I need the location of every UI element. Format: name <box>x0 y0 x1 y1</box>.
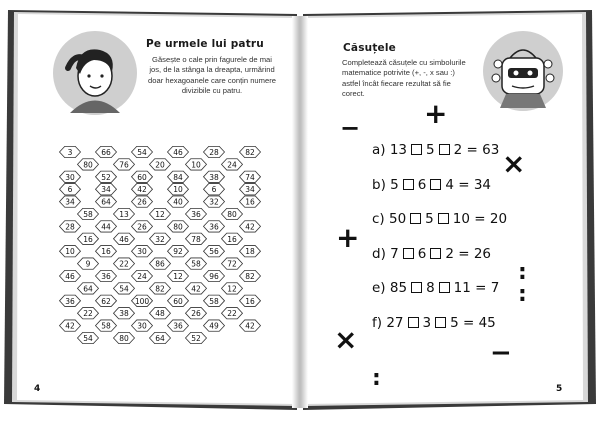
equation-result: 45 <box>478 314 496 331</box>
left-page-number: 4 <box>34 384 41 394</box>
honeycomb-cell <box>132 295 153 306</box>
honeycomb-number: 58 <box>191 259 201 269</box>
honeycomb-number: 46 <box>173 148 183 157</box>
honeycomb-cell <box>240 196 261 207</box>
honeycomb-cell <box>186 159 207 170</box>
girl-thinking-illustration <box>50 28 140 118</box>
honeycomb-cell <box>168 146 189 157</box>
honeycomb-cell <box>168 221 189 232</box>
honeycomb-cell <box>222 258 243 269</box>
honeycomb-number: 10 <box>173 185 183 195</box>
honeycomb-cell <box>204 196 225 207</box>
honeycomb-number: 58 <box>83 210 93 219</box>
honeycomb-cell <box>60 184 81 195</box>
honeycomb-number: 58 <box>209 296 219 306</box>
honeycomb-cell <box>114 283 135 294</box>
honeycomb-number: 36 <box>173 321 183 331</box>
honeycomb-cell <box>240 320 261 331</box>
honeycomb-number: 26 <box>137 222 147 232</box>
honeycomb-cell <box>114 233 135 244</box>
equation-label: e) <box>372 280 390 296</box>
honeycomb-number: 92 <box>173 247 183 257</box>
operand: 5 <box>450 314 459 331</box>
divide-symbol-icon: : <box>372 366 381 391</box>
honeycomb-number: 74 <box>245 172 255 182</box>
equation-label: b) <box>372 176 391 193</box>
honeycomb-cell <box>132 196 153 207</box>
honeycomb-cell <box>96 246 117 257</box>
honeycomb-number: 52 <box>191 334 201 343</box>
equation-label: c) <box>372 211 389 227</box>
honeycomb-cell <box>150 159 171 170</box>
operand: 6 <box>417 176 427 193</box>
honeycomb-cell <box>60 221 81 232</box>
honeycomb-cell <box>168 196 189 207</box>
honeycomb-number: 64 <box>155 334 165 343</box>
honeycomb-number: 54 <box>83 334 93 343</box>
honeycomb-cell <box>204 246 225 257</box>
honeycomb-cell <box>186 208 207 219</box>
honeycomb-cell <box>240 171 261 182</box>
honeycomb-number: 42 <box>137 185 147 195</box>
honeycomb-cell <box>186 308 207 319</box>
honeycomb-number: 32 <box>155 234 165 244</box>
honeycomb-number: 12 <box>227 284 237 294</box>
honeycomb-cell <box>150 258 171 269</box>
answer-box[interactable] <box>410 213 421 224</box>
honeycomb-number: 42 <box>65 321 75 331</box>
operand: 2 <box>453 142 463 158</box>
equation-label: d) <box>372 245 391 262</box>
honeycomb-number: 24 <box>227 160 237 170</box>
honeycomb-cell <box>150 332 171 343</box>
honeycomb-cell <box>60 246 81 257</box>
honeycomb-number: 16 <box>101 247 111 257</box>
left-page-title: Pe urmele lui patru <box>146 38 264 50</box>
right-page-number: 5 <box>556 384 563 394</box>
honeycomb-number: 84 <box>173 172 183 182</box>
equation-result: 34 <box>473 176 492 193</box>
left-page-instructions: Găsește o cale prin fagurele de mai jos, de la stânga la dreapta, urmărind doar hexagoanele care conțin numere divizibile cu patru. <box>148 55 276 96</box>
operand: 5 <box>426 142 435 158</box>
honeycomb-number: 62 <box>101 296 111 306</box>
honeycomb-cell <box>186 233 207 244</box>
honeycomb-cell <box>132 184 153 195</box>
honeycomb-number: 28 <box>65 222 75 232</box>
honeycomb-cell <box>78 258 99 269</box>
honeycomb-cell <box>78 159 99 170</box>
honeycomb-number: 66 <box>101 148 111 157</box>
honeycomb-number: 36 <box>65 296 75 306</box>
honeycomb-number: 16 <box>245 197 255 207</box>
honeycomb-cell <box>168 246 189 257</box>
right-page-title: Căsuțele <box>343 42 396 54</box>
honeycomb-number: 64 <box>101 197 111 207</box>
operand: 85 <box>389 280 408 296</box>
honeycomb-cell <box>240 221 261 232</box>
honeycomb-cell <box>132 146 153 157</box>
honeycomb-cell <box>114 258 135 269</box>
honeycomb-number: 82 <box>245 272 255 281</box>
honeycomb-number: 26 <box>137 197 147 207</box>
answer-box[interactable] <box>439 144 450 155</box>
honeycomb-cell <box>96 196 117 207</box>
honeycomb-cell <box>204 320 225 331</box>
honeycomb-cell <box>222 283 243 294</box>
honeycomb-number: 16 <box>245 296 255 306</box>
honeycomb-number: 38 <box>119 309 129 319</box>
operand: 27 <box>386 314 404 331</box>
honeycomb-cell <box>96 221 117 232</box>
honeycomb-grid <box>58 140 278 350</box>
honeycomb-number: 40 <box>173 197 183 207</box>
honeycomb-cell <box>96 270 117 281</box>
honeycomb-number: 30 <box>137 321 147 331</box>
honeycomb-number: 30 <box>137 247 147 257</box>
answer-box[interactable] <box>403 248 414 259</box>
honeycomb-number: 48 <box>155 309 165 319</box>
honeycomb-cell <box>114 308 135 319</box>
honeycomb-number: 49 <box>209 321 219 331</box>
honeycomb-cell <box>150 308 171 319</box>
answer-box[interactable] <box>411 282 422 293</box>
answer-box[interactable] <box>439 282 450 293</box>
honeycomb-cell <box>186 283 207 294</box>
honeycomb-number: 42 <box>191 284 201 294</box>
honeycomb-cell <box>222 208 243 219</box>
honeycomb-number: 54 <box>137 148 147 157</box>
honeycomb-cell <box>78 233 99 244</box>
honeycomb-cell <box>150 208 171 219</box>
honeycomb-number: 38 <box>209 172 219 182</box>
honeycomb-number: 96 <box>209 272 219 281</box>
answer-box[interactable] <box>411 144 422 155</box>
honeycomb-number: 80 <box>227 210 237 219</box>
honeycomb-number: 10 <box>65 247 75 257</box>
robot-illustration <box>480 28 566 114</box>
honeycomb-cell <box>186 258 207 269</box>
operand: 5 <box>390 176 399 193</box>
honeycomb-cell <box>240 246 261 257</box>
equals-sign: = <box>470 280 491 296</box>
honeycomb-number: 52 <box>101 172 111 182</box>
honeycomb-cell <box>168 171 189 182</box>
honeycomb-cell <box>96 184 117 195</box>
honeycomb-number: 22 <box>119 259 129 269</box>
honeycomb-cell <box>204 295 225 306</box>
minus-symbol-icon: − <box>490 338 512 368</box>
answer-box[interactable] <box>430 179 441 190</box>
honeycomb-cell <box>204 171 225 182</box>
equation-row <box>372 177 491 193</box>
honeycomb-number: 76 <box>119 160 129 170</box>
honeycomb-cell <box>150 283 171 294</box>
honeycomb-number: 82 <box>155 284 165 294</box>
honeycomb-number: 26 <box>191 309 201 319</box>
honeycomb-cell <box>186 332 207 343</box>
honeycomb-number: 12 <box>173 272 183 281</box>
honeycomb-number: 46 <box>65 272 75 281</box>
honeycomb-number: 30 <box>65 172 75 182</box>
honeycomb-number: 13 <box>119 210 129 219</box>
equation-result: 26 <box>473 245 492 262</box>
equation-row <box>372 315 496 331</box>
honeycomb-number: 42 <box>245 321 255 331</box>
honeycomb-cell <box>132 270 153 281</box>
honeycomb-number: 18 <box>245 247 255 257</box>
honeycomb-number: 6 <box>67 185 73 195</box>
honeycomb-number: 6 <box>211 185 217 195</box>
honeycomb-cell <box>222 233 243 244</box>
operand: 5 <box>425 211 434 227</box>
operand: 7 <box>390 245 399 262</box>
times-symbol-icon: × <box>502 147 526 180</box>
honeycomb-cell <box>78 308 99 319</box>
honeycomb-number: 16 <box>83 234 93 244</box>
honeycomb-number: 60 <box>137 172 147 182</box>
honeycomb-cell <box>132 246 153 257</box>
honeycomb-number: 36 <box>101 272 111 281</box>
honeycomb-cell <box>78 283 99 294</box>
equation-result: 20 <box>489 211 508 227</box>
honeycomb-cell <box>168 270 189 281</box>
honeycomb-cell <box>150 233 171 244</box>
honeycomb-number: 56 <box>209 247 219 257</box>
honeycomb-cell <box>96 171 117 182</box>
honeycomb-number: 22 <box>227 309 237 319</box>
honeycomb-number: 34 <box>65 197 75 207</box>
honeycomb-cell <box>222 308 243 319</box>
equation-result: 7 <box>490 280 500 296</box>
honeycomb-number: 80 <box>119 334 129 343</box>
plus-symbol-icon: + <box>336 221 360 254</box>
honeycomb-number: 20 <box>155 160 165 170</box>
honeycomb-number: 36 <box>209 222 219 232</box>
honeycomb-number: 80 <box>173 222 183 232</box>
operand: 6 <box>417 245 427 262</box>
honeycomb-number: 16 <box>227 234 237 244</box>
equals-sign: = <box>462 142 483 158</box>
equation-label: a) <box>372 142 390 158</box>
operand: 11 <box>453 280 471 296</box>
honeycomb-cell <box>60 295 81 306</box>
honeycomb-number: 22 <box>83 309 93 319</box>
divide-symbol-icon: : <box>518 260 527 285</box>
honeycomb-number: 100 <box>134 296 150 306</box>
equation-label: f) <box>372 314 387 331</box>
honeycomb-number: 72 <box>227 259 237 269</box>
honeycomb-number: 46 <box>119 234 129 244</box>
honeycomb-cell <box>60 146 81 157</box>
honeycomb-number: 44 <box>101 222 111 232</box>
honeycomb-cell <box>96 295 117 306</box>
operand: 50 <box>388 211 407 227</box>
operand: 4 <box>445 176 454 193</box>
times-symbol-icon: × <box>334 323 358 356</box>
honeycomb-cell <box>168 320 189 331</box>
honeycomb-cell <box>204 221 225 232</box>
honeycomb-number: 78 <box>191 234 201 244</box>
honeycomb-number: 60 <box>173 296 183 306</box>
honeycomb-number: 3 <box>67 148 73 157</box>
operand: 13 <box>389 142 408 158</box>
plus-symbol-icon: + <box>424 97 448 130</box>
equation-row <box>372 211 507 227</box>
operand: 8 <box>426 280 435 296</box>
equation-result: 63 <box>482 142 500 158</box>
honeycomb-cell <box>204 146 225 157</box>
honeycomb-number: 54 <box>119 284 129 294</box>
equation-row <box>372 246 491 262</box>
honeycomb-cell <box>60 196 81 207</box>
honeycomb-cell <box>78 208 99 219</box>
equals-sign: = <box>453 176 474 193</box>
honeycomb-number: 82 <box>245 148 255 157</box>
honeycomb-number: 86 <box>155 259 165 269</box>
honeycomb-number: 24 <box>137 272 147 281</box>
honeycomb-number: 58 <box>101 321 111 331</box>
honeycomb-cell <box>240 184 261 195</box>
honeycomb-cell <box>60 320 81 331</box>
equals-sign: = <box>458 314 479 331</box>
operand: 3 <box>422 314 432 331</box>
honeycomb-cell <box>204 270 225 281</box>
honeycomb-number: 36 <box>191 210 201 219</box>
honeycomb-number: 64 <box>83 284 93 294</box>
honeycomb-number: 42 <box>245 222 255 232</box>
divide-symbol-icon: : <box>518 282 527 307</box>
honeycomb-number: 9 <box>85 259 91 269</box>
honeycomb-cell <box>60 270 81 281</box>
honeycomb-number: 12 <box>155 210 165 219</box>
honeycomb-number: 32 <box>209 197 219 207</box>
honeycomb-number: 28 <box>209 148 219 157</box>
honeycomb-number: 34 <box>101 185 111 195</box>
honeycomb-number: 10 <box>191 160 201 170</box>
minus-symbol-icon: − <box>340 114 361 142</box>
answer-box[interactable] <box>430 248 441 259</box>
honeycomb-cell <box>132 171 153 182</box>
honeycomb-cell <box>114 208 135 219</box>
honeycomb-cell <box>96 320 117 331</box>
honeycomb-cell <box>240 270 261 281</box>
honeycomb-cell <box>204 184 225 195</box>
honeycomb-cell <box>222 159 243 170</box>
equation-row <box>372 280 499 296</box>
equation-row <box>372 142 499 158</box>
honeycomb-cell <box>168 184 189 195</box>
honeycomb-cell <box>132 221 153 232</box>
equals-sign: = <box>453 245 474 262</box>
answer-box[interactable] <box>435 317 446 328</box>
honeycomb-cell <box>78 332 99 343</box>
honeycomb-cell <box>168 295 189 306</box>
answer-box[interactable] <box>403 179 414 190</box>
equals-sign: = <box>469 211 490 227</box>
operand: 2 <box>445 245 454 262</box>
honeycomb-number: 80 <box>83 160 93 170</box>
honeycomb-cell <box>114 332 135 343</box>
honeycomb-cell <box>240 295 261 306</box>
honeycomb-cell <box>132 320 153 331</box>
honeycomb-cell <box>240 146 261 157</box>
answer-box[interactable] <box>438 213 449 224</box>
operand: 10 <box>452 211 470 227</box>
honeycomb-cell <box>60 171 81 182</box>
honeycomb-cell <box>114 159 135 170</box>
honeycomb-cell <box>96 146 117 157</box>
right-page-instructions: Completează căsuțele cu simbolurile matematice potrivite (+, -, x sau :) astfel încât fiecare rezultat să fie corect. <box>342 58 466 99</box>
answer-box[interactable] <box>408 317 419 328</box>
honeycomb-number: 34 <box>245 185 255 195</box>
